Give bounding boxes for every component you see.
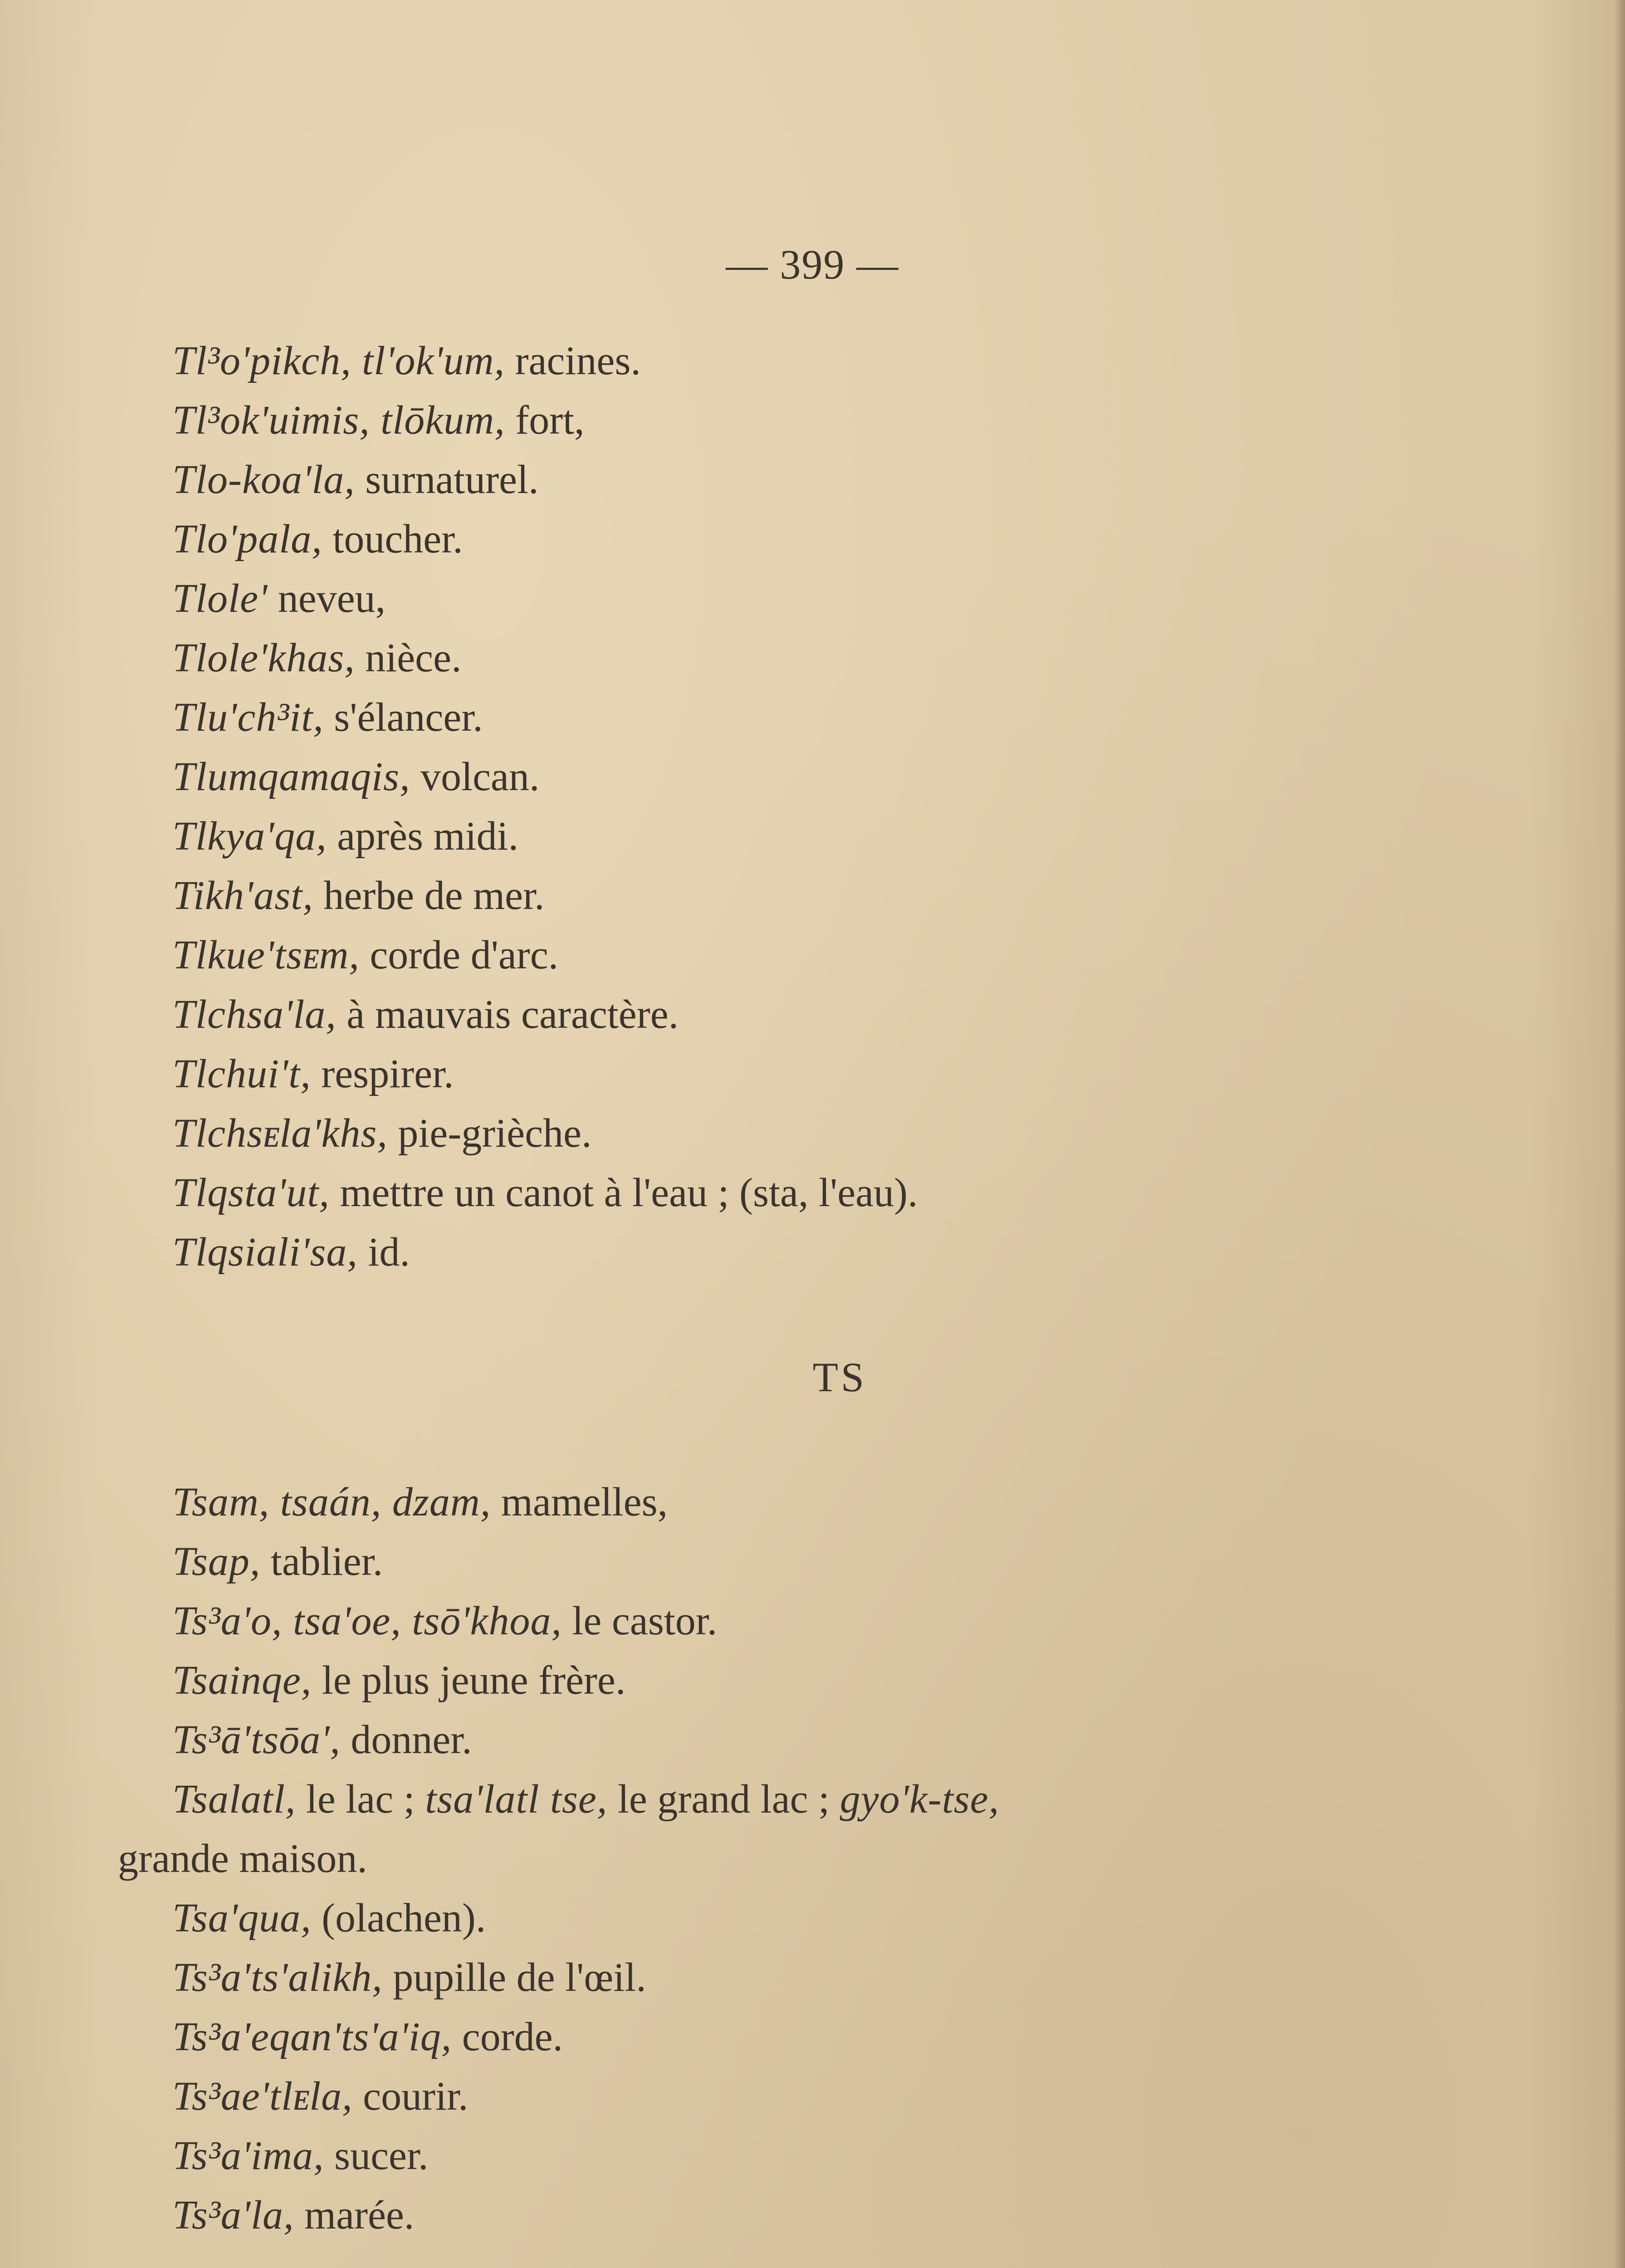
entry-term: Ts³a'eqan'ts'a'iq, — [172, 2014, 452, 2059]
page-number: — 399 — — [726, 241, 899, 288]
entry-term-2: tsa'latl tse, — [425, 1777, 608, 1822]
dictionary-entry — [172, 391, 1488, 450]
dictionary-entry — [172, 925, 1488, 985]
dictionary-entry — [172, 1651, 1488, 1710]
entry-term: Tikh'ast, — [172, 873, 313, 918]
dictionary-entry — [172, 1710, 1488, 1769]
dictionary-entry — [172, 569, 1488, 628]
entry-term: Tl³o'pikch, tl'ok'um, — [172, 338, 505, 383]
entries-tl — [118, 331, 1488, 2245]
entry-term: Tlchsᴇla'khs, — [172, 1111, 388, 1156]
entry-gloss: surnaturel. — [355, 457, 539, 502]
entry-term: Ts³a'o, tsa'oe, tsō'khoa, — [172, 1598, 562, 1643]
entry-gloss-2: le grand lac ; — [607, 1777, 840, 1822]
entry-gloss: mamelles, — [491, 1480, 668, 1525]
dictionary-entry — [172, 450, 1488, 509]
dictionary-entry — [172, 1888, 1488, 1948]
dictionary-entry — [172, 866, 1488, 925]
entry-gloss: corde. — [452, 2014, 563, 2059]
dictionary-entry — [172, 1044, 1488, 1104]
dictionary-entry — [172, 1948, 1488, 2007]
entry-term: Tlole' — [172, 576, 268, 621]
dictionary-entry — [172, 331, 1488, 391]
entry-gloss: le plus jeune frère. — [312, 1658, 626, 1703]
entry-gloss: le lac ; — [296, 1777, 425, 1822]
entry-gloss: le castor. — [562, 1598, 717, 1643]
entry-term: Ts³a'ts'alikh, — [172, 1955, 383, 2000]
entry-gloss: donner. — [340, 1717, 472, 1762]
entry-term: Tlumqamaqis, — [172, 754, 410, 799]
entry-gloss: mettre un canot à l'eau ; (sta, l'eau). — [329, 1170, 918, 1215]
entry-gloss: racines. — [505, 338, 641, 383]
dictionary-entry — [172, 1532, 1488, 1591]
dictionary-entry — [172, 1104, 1488, 1163]
page-edge-shadow — [1614, 0, 1625, 2268]
entry-term: Tsap, — [172, 1539, 261, 1584]
dictionary-entry — [172, 688, 1488, 747]
entry-continuation — [118, 1829, 1488, 1888]
entry-term: Ts³ā'tsōa', — [172, 1717, 341, 1762]
entry-term: Tsa'qua, — [172, 1896, 312, 1941]
dictionary-entry — [172, 628, 1488, 688]
entry-gloss: fort, — [505, 398, 585, 443]
dictionary-entry — [172, 509, 1488, 569]
entry-gloss: nièce. — [355, 635, 462, 680]
entry-term: Tsainqe, — [172, 1658, 312, 1703]
dictionary-entry — [172, 2126, 1488, 2185]
entry-term: Tsam, tsaán, dzam, — [172, 1480, 491, 1525]
entry-term: Tlu'ch³it, — [172, 695, 324, 740]
entry-term: Tsalatl, — [172, 1777, 296, 1822]
entry-gloss: courir. — [352, 2074, 468, 2119]
entry-gloss: toucher. — [322, 517, 463, 562]
entry-gloss: s'élancer. — [323, 695, 483, 740]
entry-term: Ts³ae'tlᴇla, — [172, 2074, 353, 2119]
entry-gloss: pupille de l'œil. — [382, 1955, 646, 2000]
entry-term: Tlo-koa'la, — [172, 457, 355, 502]
dictionary-entry — [172, 985, 1488, 1044]
dictionary-entry — [172, 1591, 1488, 1651]
entry-term: Tlkya'qa, — [172, 814, 327, 859]
entry-term: Tlo'pala, — [172, 517, 322, 562]
entry-term: Tlole'khas, — [172, 635, 355, 680]
dictionary-entry — [172, 1472, 1488, 1532]
entry-gloss: sucer. — [324, 2133, 429, 2178]
entry-gloss: herbe de mer. — [313, 873, 545, 918]
entry-term: Tlkue'tsᴇm, — [172, 933, 360, 978]
entry-gloss: tablier. — [260, 1539, 383, 1584]
entry-term: Tl³ok'uimis, tlōkum, — [172, 398, 505, 443]
dictionary-entry — [172, 2007, 1488, 2067]
dictionary-entry — [172, 2067, 1488, 2126]
section-heading-ts: TS — [812, 1354, 867, 1400]
entry-term-3: gyo'k-tse, — [839, 1777, 1000, 1822]
entry-term: Tlqsiali'sa, — [172, 1230, 358, 1275]
entry-term: Tlchui't, — [172, 1051, 311, 1096]
dictionary-entry — [172, 1769, 1488, 1829]
entry-gloss: respirer. — [311, 1051, 454, 1096]
entry-gloss: corde d'arc. — [359, 933, 559, 978]
entry-term: Tlchsa'la, — [172, 992, 337, 1037]
entry-gloss: à mauvais caractère. — [336, 992, 679, 1037]
entry-gloss: id. — [357, 1230, 410, 1275]
entry-gloss: pie-grièche. — [387, 1111, 592, 1156]
entry-gloss: marée. — [294, 2193, 415, 2238]
dictionary-entry — [172, 807, 1488, 866]
entry-gloss: neveu, — [268, 576, 386, 621]
dictionary-entry — [172, 1222, 1488, 1282]
dictionary-entry — [172, 747, 1488, 807]
entry-gloss: (olachen). — [311, 1896, 486, 1941]
entry-term: Ts³a'ima, — [172, 2133, 324, 2178]
dictionary-entry — [172, 2185, 1488, 2245]
entry-gloss: après midi. — [327, 814, 519, 859]
entry-term: Ts³a'la, — [172, 2193, 294, 2238]
continuation-text: grande maison. — [118, 1836, 367, 1881]
entry-term: Tlqsta'ut, — [172, 1170, 330, 1215]
dictionary-entry — [172, 1163, 1488, 1222]
entry-gloss: volcan. — [410, 754, 540, 799]
